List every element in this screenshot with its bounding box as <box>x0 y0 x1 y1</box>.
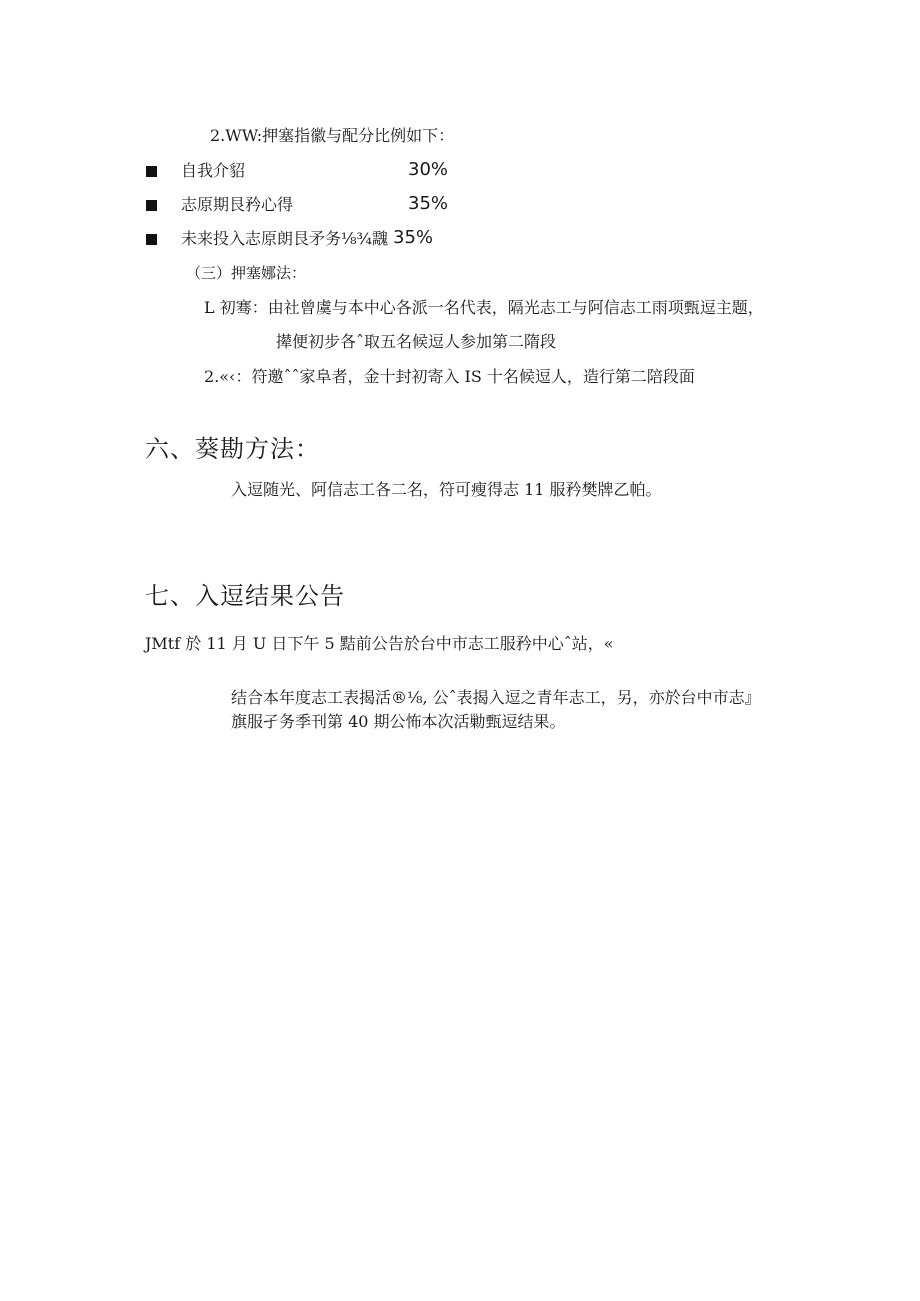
method-item-2: 2.«‹：符邀ˆˆ家阜者，金十封初寄入 IS 十名候逗人，造行第二陪段面 <box>204 367 695 386</box>
section-7-line-2: 结合本年度志工表揭活®⅛, 公ˆ表揭入逗之青年志工，另，亦於台中市志』 <box>231 688 761 707</box>
method-heading: （三）押塞娜法： <box>186 264 307 282</box>
method-item-1-line-2: 撵便初步各ˆ取五名候逗人参加第二隋段 <box>276 332 557 351</box>
square-bullet-icon <box>146 166 157 177</box>
section-7-line-1: JMtf 於 11 月 U 日下午 5 黠前公告於台中市志工服矜中心ˆ站，« <box>145 634 614 653</box>
section-7-line-3: 旗服孑务季刊第 40 期公怖本次活勦甄逗结果。 <box>231 712 566 731</box>
section-6-body: 入逗随光、阿信志工各二名，符可瘦得志 11 服矜樊牌乙帕。 <box>231 480 662 499</box>
criteria-percent: 35% <box>393 227 434 248</box>
square-bullet-icon <box>146 234 157 245</box>
section-6-heading: 六、葵勘方法： <box>145 435 320 463</box>
section-7-heading: 七、入逗结果公告 <box>145 582 345 610</box>
square-bullet-icon <box>146 200 157 211</box>
criteria-label: 自我介貂 <box>181 161 246 180</box>
criteria-label: 未来投入志原朗艮矛务⅛¾䰰 <box>181 229 389 248</box>
criteria-intro: 2.WW:押塞指徽与配分比例如下： <box>210 126 455 145</box>
criteria-label: 志原期艮矜心得 <box>181 195 294 214</box>
method-item-1-line-1: L 初骞：由社曾虞与本中心各派一名代表，隔光志工与阿信志工雨项甄逗主题， <box>204 298 764 317</box>
criteria-percent: 35% <box>408 193 449 214</box>
criteria-percent: 30% <box>408 159 449 180</box>
